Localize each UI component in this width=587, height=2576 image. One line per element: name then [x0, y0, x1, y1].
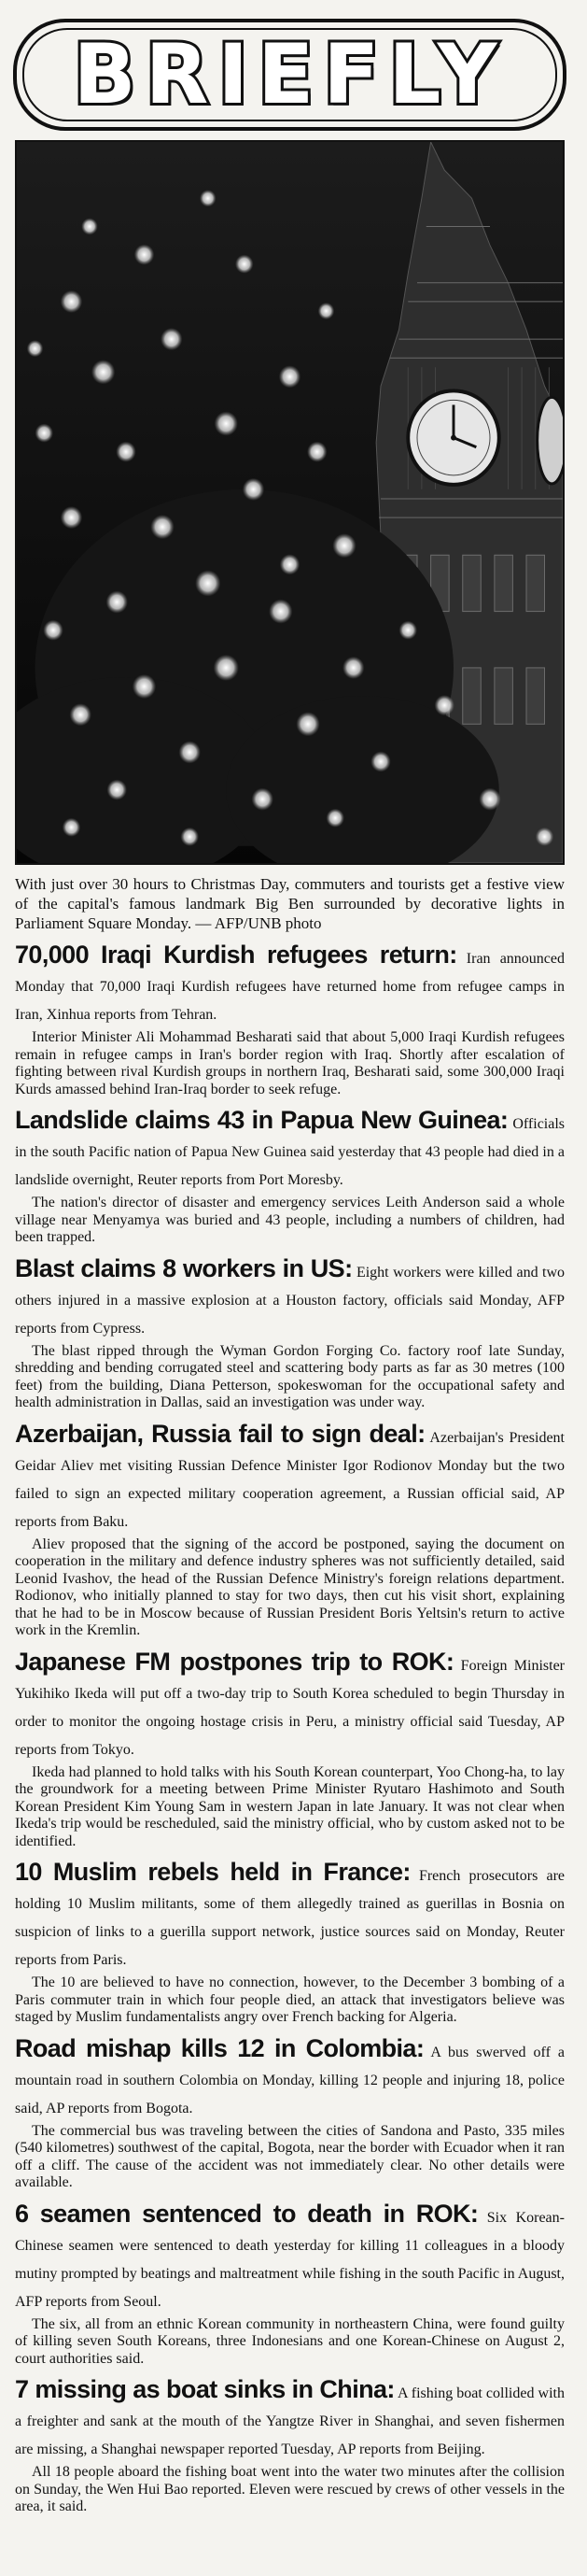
- lead-text: Eight workers were killed and two others injured in a massive explosion at a Houston factory, officials said Monday, AFP reports from Cypress.: [15, 1264, 566, 1337]
- big-ben-illustration: [17, 142, 563, 863]
- clock-face: [408, 390, 499, 485]
- headline: Landslide claims 43 in Papua New Guinea:: [15, 1106, 509, 1134]
- lead-text: Foreign Minister Yukihiko Ikeda will put off a two-day trip to South Korea scheduled to begin Thursday in order to monitor the ongoing hostage crisis in Peru, a ministry official said Tuesday, AP reports from Tokyo.: [15, 1657, 565, 1758]
- news-item: [15, 1254, 565, 1412]
- body-text: The 10 are believed to have no connection, however, to the December 3 bombing of a Paris commuter train in which four people died, an attack that investigators believe was staged by Muslim fundamentalists angry over French backing for Algeria.: [15, 1974, 565, 2025]
- news-item: [15, 941, 565, 1098]
- news-item: [15, 1858, 565, 2027]
- caption-credit: — AFP/UNB photo: [195, 914, 322, 932]
- headline: Azerbaijan, Russia fail to sign deal:: [15, 1419, 426, 1448]
- news-item: [15, 1420, 565, 1640]
- body-text: All 18 people aboard the fishing boat went into the water two minutes after the collision on Sunday, the Wen Hui Bao reported. Eleven were rescued by crews of other vessels in the area, it said.: [15, 2464, 565, 2514]
- masthead: [13, 19, 566, 131]
- body-text: The nation's director of disaster and emergency services Leith Anderson said a whole village near Menyamya was buried and 43 people, including a numbers of children, had been trapped.: [15, 1195, 565, 1245]
- lead-text: Iran announced Monday that 70,000 Iraqi Kurdish refugees have returned home from refugee camps in Iran, Xinhua reports from Tehran.: [15, 951, 566, 1023]
- big-ben-photo: [15, 140, 565, 865]
- news-item: [15, 2375, 565, 2516]
- news-item: [15, 2200, 565, 2369]
- news-item: [15, 2034, 565, 2192]
- body-text: The blast ripped through the Wyman Gordon Forging Co. factory roof late Sunday, shredding and bending corrugated steel and scattering body parts as far as 30 metres (100 feet) from the building, Diana Petterson, spokeswoman for the occupational safety and health administration in Dallas, said an investigation was under way.: [15, 1342, 565, 1410]
- clock-face-side: [538, 397, 563, 483]
- news-item: [15, 1648, 565, 1851]
- lead-text: French prosecutors are holding 10 Muslim militants, some of them allegedly trained as guerillas in Bosnia on suspicion of links to a guerilla support network, justice sources said on Monday, Reuter reports from Paris.: [15, 1868, 566, 1968]
- lead-text: A bus swerved off a mountain road in southern Colombia on Monday, killing 12 people and injuring 18, police said, AP reports from Bogota.: [15, 2044, 565, 2116]
- masthead-title: BRIEFLY: [73, 26, 507, 122]
- headline: Blast claims 8 workers in US:: [15, 1253, 353, 1282]
- headline: 7 missing as boat sinks in China:: [15, 2375, 395, 2403]
- lead-text: Six Korean-Chinese seamen were sentenced to death yesterday for killing 11 colleagues in a bloody mutiny prompted by beatings and maltreatment while fishing in the south Pacific in August, AFP reports from Seoul.: [15, 2209, 565, 2310]
- headline: 10 Muslim rebels held in France:: [15, 1858, 411, 1886]
- lead-text: A fishing boat collided with a freighter and sank at the mouth of the Yangtze River in Shanghai, and seven fishermen are missing, a Shanghai newspaper reported Tuesday, AP reports from Beijing.: [15, 2385, 565, 2457]
- newspaper-page: [0, 19, 587, 2576]
- body-text: The six, all from an ethnic Korean community in northeastern China, were found guilty of killing seven South Koreans, three Indonesians and one Korean-Chinese on August 2, court authorities said.: [15, 2315, 565, 2367]
- headline: Japanese FM postpones trip to ROK:: [15, 1647, 454, 1676]
- caption-text: With just over 30 hours to Christmas Day, commuters and tourists get a festive view of the capital's famous landmark Big Ben surrounded by decorative lights in Parliament Square Monday.: [15, 875, 565, 932]
- lead-text: Officials in the south Pacific nation of Papua New Guinea said yesterday that 43 people had died in a landslide overnight, Reuter reports from Port Moresby.: [15, 1116, 566, 1188]
- body-text: Interior Minister Ali Mohammad Besharati said that about 5,000 Iraqi Kurdish refugees remain in refugee camps in Iran's border region with Iraq. Shortly after escalation of fighting between rival Kurdish groups in northern Iraq, Besharati said, some 300,000 Iraqi Kurds amassed behind Iran-Iraq border to seek refuge.: [15, 1029, 565, 1097]
- body-text: Ikeda had planned to hold talks with his South Korean counterpart, Yoo Chong-ha, to lay the groundwork for a meeting between Prime Minister Ryutaro Hashimoto and South Korean President Kim Young Sam in western Japan in late January. It was not clear when Ikeda's trip would be rescheduled, said the ministry official, who by custom asked not to be identified.: [15, 1763, 565, 1849]
- lead-text: Azerbaijan's President Geidar Aliev met visiting Russian Defence Minister Igor Rodionov Monday but the two failed to sign an expected military cooperation agreement, a Russian official said, AP reports from Baku.: [15, 1429, 565, 1530]
- headline: 6 seamen sentenced to death in ROK:: [15, 2199, 479, 2228]
- photo-caption: [15, 874, 565, 933]
- body-text: The commercial bus was traveling between the cities of Sandona and Pasto, 335 miles (540 kilometres) southwest of the capital, Bogota, near the border with Ecuador when it ran off a cliff. The cause of the accident was not immediately clear. No other details were available.: [15, 2122, 565, 2190]
- headline: 70,000 Iraqi Kurdish refugees return:: [15, 941, 457, 969]
- body-text: Aliev proposed that the signing of the accord be postponed, saying the document on cooperation in the military and defence industry spheres was not sufficiently detailed, said Leonid Ivashov, the head of the Russian Defence Ministry's foreign relations department. Rodionov, who initially planned to stay for two days, then cut his visit short, explaining that he had to be in Moscow because of Russian President Boris Yeltsin's return to active work in the Kremlin.: [15, 1536, 565, 1638]
- headline: Road mishap kills 12 in Colombia:: [15, 2033, 425, 2062]
- news-item: [15, 1106, 565, 1247]
